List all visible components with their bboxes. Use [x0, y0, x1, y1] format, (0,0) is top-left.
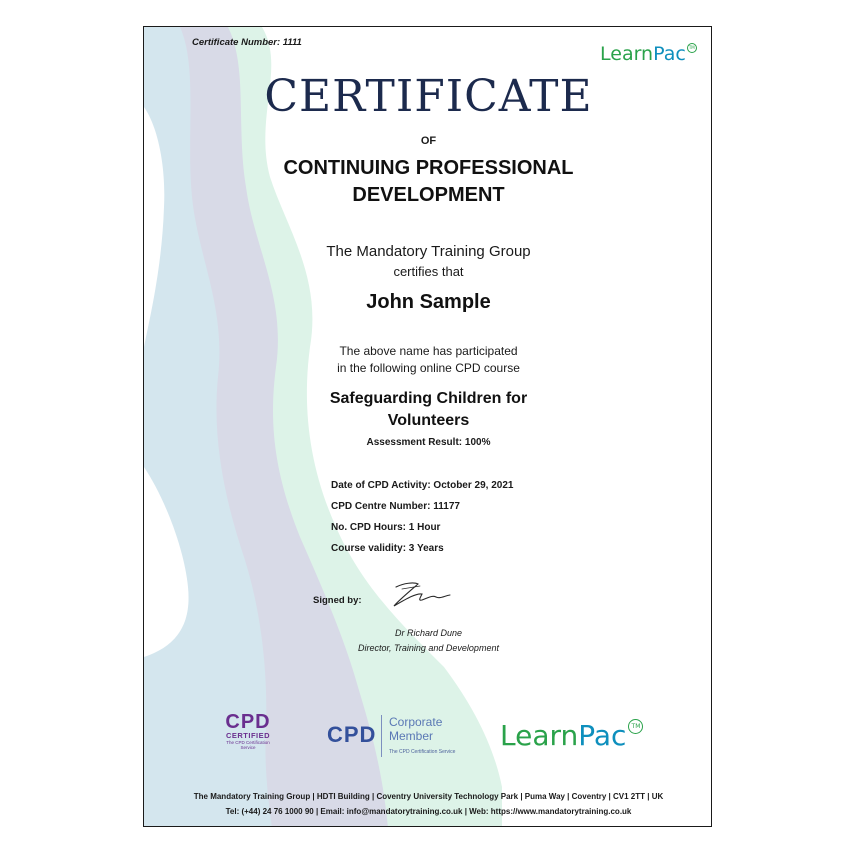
footer-contact — [144, 789, 712, 819]
title-of: OF — [420, 135, 437, 147]
certificate-title: CERTIFICATE — [264, 71, 593, 122]
corporate-cpd-letters: CPD — [327, 722, 377, 747]
logo-pac-text-large: Pac — [578, 719, 627, 752]
title-cpd-line2: DEVELOPMENT — [352, 184, 505, 206]
trademark-badge: TM — [687, 43, 697, 53]
signed-by-label: Signed by: — [313, 595, 362, 606]
issuer-name: The Mandatory Training Group — [326, 243, 531, 260]
cpd-certified-service2: Service — [240, 745, 256, 750]
corporate-service-text: The CPD Certification Service — [389, 749, 456, 755]
certificate-number: Certificate Number: 1111 — [192, 37, 302, 48]
logo-pac-text: Pac — [653, 43, 686, 65]
title-cpd-line1: CONTINUING PROFESSIONAL — [283, 157, 574, 179]
signature-image — [388, 579, 454, 609]
cpd-certified-letters: CPD — [225, 711, 271, 733]
detail-cpd-hours: No. CPD Hours: 1 Hour — [331, 522, 441, 533]
trademark-badge-large: TM — [628, 719, 643, 734]
participation-line1: The above name has participated — [339, 344, 518, 358]
detail-course-validity: Course validity: 3 Years — [331, 543, 444, 554]
certificate-sheet — [143, 26, 712, 827]
cpd-certified-label: CERTIFIED — [225, 731, 271, 740]
corporate-line1: Corporate — [389, 715, 443, 729]
cpd-certified-service: The CPD Certification — [226, 740, 270, 745]
certifies-text: certifies that — [393, 264, 464, 279]
participation-text — [144, 343, 712, 377]
logo-learn-text-large: Learn — [500, 719, 579, 752]
cpd-details — [331, 479, 513, 563]
participation-line2: in the following online CPD course — [337, 361, 520, 375]
assessment-result: Assessment Result: 100% — [366, 437, 491, 448]
corporate-member-text — [389, 715, 442, 743]
footer-contact-details: Tel: (+44) 24 76 1000 90 | Email: info@mandatorytraining.co.uk | Web: https://www.mandatorytraining.co.uk — [225, 807, 632, 816]
course-title — [144, 388, 712, 432]
signatory-block — [144, 626, 712, 656]
detail-activity-date: Date of CPD Activity: October 29, 2021 — [331, 480, 514, 491]
footer-address: The Mandatory Training Group | HDTI Building | Coventry University Technology Park | Puma Way | Coventry | CV1 2TT | UK — [193, 792, 664, 801]
corporate-line2: Member — [389, 729, 434, 743]
signatory-title: Director, Training and Development — [358, 643, 499, 653]
title-cpd — [144, 155, 712, 209]
cpd-corporate-member-badge — [327, 715, 477, 759]
course-title-line2: Volunteers — [387, 412, 470, 429]
recipient-name: John Sample — [366, 291, 491, 313]
logo-learn-text: Learn — [600, 43, 654, 65]
learnpac-logo-large — [500, 719, 643, 752]
course-title-line1: Safeguarding Children for — [329, 390, 528, 407]
corporate-divider — [381, 715, 382, 757]
detail-centre-number: CPD Centre Number: 11177 — [331, 501, 460, 512]
signatory-name: Dr Richard Dune — [394, 628, 463, 638]
cpd-certified-badge — [220, 713, 276, 750]
learnpac-logo-small — [600, 43, 697, 65]
